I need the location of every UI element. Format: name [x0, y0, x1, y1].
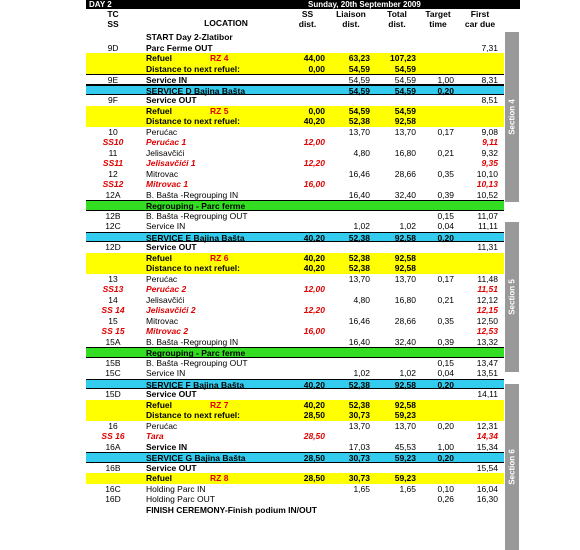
- row-total-dist: 54,59: [394, 75, 416, 85]
- row-liaison-dist: 54,59: [348, 85, 370, 96]
- table-row: [86, 200, 504, 211]
- header-location: LOCATION: [204, 18, 248, 28]
- section-6-bar: [505, 384, 519, 550]
- row-ss-dist: 40,20: [303, 263, 325, 273]
- row-target-time: 0,20: [437, 85, 454, 96]
- row-tc: SS10: [102, 137, 124, 147]
- row-total-dist: 92,58: [394, 263, 416, 273]
- table-row: [86, 431, 504, 442]
- table-row: [86, 116, 504, 127]
- table-row: [86, 452, 504, 463]
- header-first-line2: car due: [464, 18, 496, 29]
- row-tc: SS13: [102, 284, 124, 294]
- table-row: [86, 253, 504, 264]
- day-header-bar: [86, 0, 520, 9]
- row-location: START Day 2-Zlatibor: [146, 32, 233, 42]
- table-row: [86, 421, 504, 432]
- row-target-time: 0,17: [437, 126, 454, 137]
- row-ss-dist: 12,20: [303, 158, 325, 168]
- row-location: SERVICE G Bajina Bašta: [146, 453, 246, 463]
- header-liaison-dist: [332, 10, 370, 29]
- row-liaison-dist: 52,38: [348, 379, 370, 390]
- row-first-car-due: 9,08: [481, 126, 498, 137]
- row-total-dist: 16,80: [394, 147, 416, 158]
- row-target-time: 0,15: [437, 357, 454, 368]
- row-location: Service IN: [146, 368, 186, 378]
- table-row: [86, 379, 504, 390]
- table-row: [86, 400, 504, 411]
- row-location: Jelisavčići 2: [146, 305, 196, 315]
- row-tc: 15A: [105, 336, 121, 347]
- row-target-time: 0,20: [437, 453, 454, 463]
- row-first-car-due: 16,04: [476, 483, 498, 494]
- row-tc: 16: [108, 420, 118, 431]
- row-target-time: 0,04: [437, 221, 454, 231]
- row-target-time: 0,35: [437, 315, 454, 326]
- row-first-car-due: 12,15: [476, 305, 498, 315]
- row-tc: 9E: [107, 75, 119, 85]
- table-row: [86, 221, 504, 232]
- row-ss-dist: 12,00: [303, 284, 325, 294]
- row-location: Mitrovac 1: [146, 179, 189, 189]
- row-first-car-due: 14,34: [476, 431, 498, 441]
- row-first-car-due: 10,13: [476, 179, 498, 189]
- row-first-car-due: 12,12: [476, 294, 498, 305]
- row-tc: 9D: [107, 42, 119, 53]
- section-4-label: Section 4: [507, 99, 517, 135]
- table-row: [86, 305, 504, 316]
- header-ss-line1: SS: [301, 9, 314, 19]
- row-location: Service IN: [146, 75, 188, 85]
- row-liaison-dist: 54,59: [348, 105, 370, 116]
- row-liaison-dist: 1,65: [353, 483, 370, 494]
- row-liaison-dist: 1,02: [353, 221, 370, 231]
- row-location: B. Bašta -Regrouping OUT: [146, 357, 248, 368]
- row-first-car-due: 11,11: [477, 221, 498, 231]
- row-location: Service OUT: [146, 462, 197, 473]
- row-first-car-due: 14,11: [477, 389, 498, 399]
- row-total-dist: 45,53: [394, 441, 416, 452]
- row-tc: 12B: [105, 210, 121, 221]
- header-first-car: [458, 10, 502, 29]
- header-ss-dist: [290, 10, 325, 29]
- row-tc: 11: [108, 147, 118, 158]
- table-row: [86, 106, 504, 117]
- row-ss-dist: 40,20: [303, 232, 325, 243]
- table-row: [86, 53, 504, 64]
- row-location: Refuel: [146, 399, 172, 410]
- row-first-car-due: 11,48: [477, 273, 498, 284]
- row-total-dist: 92,58: [394, 379, 416, 390]
- row-tc: SS12: [102, 179, 124, 189]
- row-location: Perućac: [146, 273, 178, 284]
- table-row: [86, 169, 504, 180]
- row-location: Jelisavčići 1: [146, 158, 196, 168]
- table-row: [86, 494, 504, 505]
- header-liaison-line2: dist.: [342, 18, 360, 29]
- table-row: [86, 337, 504, 348]
- row-location: Parc Ferme OUT: [146, 42, 213, 53]
- row-target-time: 0,20: [437, 420, 454, 431]
- row-liaison-dist: 16,40: [348, 189, 370, 200]
- row-ss-dist: 16,00: [303, 179, 325, 189]
- row-liaison-dist: 1,02: [353, 368, 370, 378]
- table-row: [86, 74, 504, 85]
- row-liaison-dist: 4,80: [353, 294, 370, 305]
- table-row: [86, 43, 504, 54]
- row-location: FINISH CEREMONY-Finish podium IN/OUT: [146, 504, 317, 515]
- table-row: [86, 242, 504, 253]
- table-row: [86, 295, 504, 306]
- row-tc: 12C: [105, 221, 121, 231]
- row-target-time: 0,15: [437, 210, 454, 221]
- table-row: [86, 190, 504, 201]
- row-location: Distance to next refuel:: [146, 410, 240, 420]
- row-location: Refuel: [146, 473, 172, 483]
- row-tc: 15B: [105, 357, 121, 368]
- row-target-time: 0,26: [437, 494, 454, 504]
- row-liaison-dist: 30,73: [348, 453, 370, 463]
- row-liaison-dist: 54,59: [348, 75, 370, 85]
- row-first-car-due: 12,53: [476, 326, 498, 336]
- row-first-car-due: 13,47: [476, 357, 498, 368]
- itinerary-table: [86, 32, 504, 515]
- row-first-car-due: 7,31: [481, 42, 498, 53]
- row-total-dist: 59,23: [394, 473, 416, 483]
- row-target-time: 0,17: [437, 273, 454, 284]
- header-tc: [94, 10, 132, 29]
- row-liaison-dist: 52,38: [348, 252, 370, 263]
- row-liaison-dist: 63,23: [348, 53, 370, 63]
- row-tc: SS 14: [101, 305, 125, 315]
- row-first-car-due: 15,34: [476, 441, 498, 452]
- table-row: [86, 32, 504, 43]
- row-ss-dist: 0,00: [308, 63, 325, 74]
- table-row: [86, 316, 504, 327]
- row-liaison-dist: 16,46: [348, 168, 370, 179]
- row-first-car-due: 8,51: [481, 95, 498, 105]
- row-first-car-due: 9,32: [481, 147, 498, 158]
- table-row: [86, 358, 504, 369]
- row-liaison-dist: 13,70: [348, 273, 370, 284]
- row-total-dist: 59,23: [394, 453, 416, 463]
- row-tc: 16D: [105, 494, 121, 504]
- row-total-dist: 54,59: [394, 105, 416, 116]
- row-first-car-due: 10,52: [476, 189, 498, 200]
- row-ss-dist: 44,00: [303, 53, 325, 63]
- row-ss-dist: 12,00: [303, 137, 325, 147]
- row-total-dist: 59,23: [394, 410, 416, 420]
- row-tc: 9F: [108, 95, 118, 105]
- row-location: Regrouping - Parc ferme: [146, 201, 246, 211]
- table-row: [86, 137, 504, 148]
- row-location: Mitrovac: [146, 168, 179, 179]
- row-tc: 15C: [105, 368, 121, 378]
- row-location: Service IN: [146, 441, 188, 452]
- row-target-time: 1,00: [437, 441, 454, 452]
- row-location: Refuel: [146, 53, 172, 63]
- row-target-time: 0,04: [437, 368, 454, 378]
- row-total-dist: 92,58: [394, 116, 416, 126]
- table-row: [86, 284, 504, 295]
- table-row: [86, 274, 504, 285]
- row-location: Holding Parc IN: [146, 483, 206, 494]
- row-location: Regrouping - Parc ferme: [146, 348, 246, 358]
- row-total-dist: 107,23: [390, 53, 416, 63]
- row-ss-dist: 16,00: [303, 326, 325, 336]
- row-liaison-dist: 16,46: [348, 315, 370, 326]
- header-tc-line1: TC: [107, 9, 119, 19]
- day-label: DAY 2: [89, 0, 112, 9]
- row-first-car-due: 8,31: [481, 75, 498, 85]
- header-target-line1: Target: [425, 9, 451, 19]
- row-location: Distance to next refuel:: [146, 116, 240, 126]
- row-refuel-zone: RZ 5: [210, 105, 229, 116]
- row-location: Tara: [146, 431, 164, 441]
- row-first-car-due: 9,35: [481, 158, 498, 168]
- row-location: Service OUT: [146, 95, 197, 105]
- row-tc: 14: [108, 294, 118, 305]
- row-location: Jelisavčići: [146, 294, 185, 305]
- row-tc: 15D: [105, 389, 121, 399]
- row-refuel-zone: RZ 6: [210, 252, 229, 263]
- table-row: [86, 95, 504, 106]
- row-first-car-due: 10,10: [476, 168, 498, 179]
- date-label: Sunday, 20th September 2009: [308, 0, 421, 9]
- row-ss-dist: 28,50: [303, 410, 325, 420]
- row-location: Refuel: [146, 105, 172, 116]
- table-row: [86, 410, 504, 421]
- header-ss-line2: dist.: [298, 18, 317, 29]
- row-target-time: 0,20: [437, 379, 454, 390]
- table-row: [86, 263, 504, 274]
- row-location: SERVICE F Bajina Bašta: [146, 379, 245, 390]
- row-first-car-due: 11,31: [477, 242, 498, 252]
- row-ss-dist: 12,20: [303, 305, 325, 315]
- row-tc: SS 16: [101, 431, 125, 441]
- row-tc: 13: [108, 273, 118, 284]
- row-location: Service OUT: [146, 389, 197, 399]
- row-ss-dist: 40,20: [303, 252, 325, 263]
- row-ss-dist: 28,50: [303, 431, 325, 441]
- table-row: [86, 389, 504, 400]
- row-tc: 12D: [105, 242, 121, 252]
- row-total-dist: 16,80: [394, 294, 416, 305]
- row-first-car-due: 12,31: [476, 420, 498, 431]
- row-liaison-dist: 16,40: [348, 336, 370, 347]
- header-total-line2: dist.: [388, 18, 406, 29]
- row-target-time: 0,21: [437, 147, 454, 158]
- row-location: Service IN: [146, 221, 186, 231]
- table-row: [86, 442, 504, 453]
- header-target-time: [420, 10, 456, 29]
- table-row: [86, 64, 504, 75]
- row-liaison-dist: 13,70: [348, 126, 370, 137]
- row-refuel-zone: RZ 8: [210, 473, 229, 483]
- row-liaison-dist: 4,80: [353, 147, 370, 158]
- row-liaison-dist: 52,38: [348, 232, 370, 243]
- row-target-time: 0,35: [437, 168, 454, 179]
- section-5-label: Section 5: [507, 279, 517, 315]
- row-location: Perućac: [146, 420, 178, 431]
- row-total-dist: 1,65: [399, 483, 416, 494]
- row-liaison-dist: 54,59: [348, 63, 370, 74]
- row-tc: 16A: [105, 441, 121, 452]
- row-liaison-dist: 52,38: [348, 263, 370, 273]
- table-row: [86, 473, 504, 484]
- row-tc: 16B: [105, 462, 121, 473]
- row-total-dist: 1,02: [399, 221, 416, 231]
- row-location: Jelisavčići: [146, 147, 185, 158]
- row-first-car-due: 13,32: [476, 336, 498, 347]
- row-total-dist: 13,70: [394, 273, 416, 284]
- table-row: [86, 368, 504, 379]
- row-location: Perućac 1: [146, 137, 187, 147]
- header-liaison-line1: Liaison: [336, 9, 366, 19]
- row-target-time: 0,21: [437, 294, 454, 305]
- table-row: [86, 232, 504, 243]
- table-row: [86, 505, 504, 516]
- row-target-time: 0,20: [437, 232, 454, 243]
- row-total-dist: 13,70: [394, 126, 416, 137]
- row-total-dist: 54,59: [394, 85, 416, 96]
- row-liaison-dist: 52,38: [348, 116, 370, 126]
- row-tc: 12: [108, 168, 118, 179]
- row-liaison-dist: 13,70: [348, 420, 370, 431]
- row-first-car-due: 13,51: [476, 368, 498, 378]
- row-location: SERVICE E Bajina Bašta: [146, 232, 245, 243]
- section-5-bar: [505, 222, 519, 372]
- row-tc: 12A: [105, 189, 121, 200]
- table-row: [86, 179, 504, 190]
- row-refuel-zone: RZ 7: [210, 399, 229, 410]
- table-row: [86, 326, 504, 337]
- row-location: Distance to next refuel:: [146, 63, 240, 74]
- row-ss-dist: 40,20: [303, 379, 325, 390]
- row-location: Refuel: [146, 252, 172, 263]
- row-total-dist: 92,58: [394, 252, 416, 263]
- row-liaison-dist: 17,03: [348, 441, 370, 452]
- row-target-time: 0,39: [437, 189, 454, 200]
- row-total-dist: 32,40: [394, 336, 416, 347]
- table-row: [86, 148, 504, 159]
- table-row: [86, 347, 504, 358]
- row-location: Mitrovac: [146, 315, 179, 326]
- row-location: Holding Parc OUT: [146, 494, 215, 504]
- row-tc: SS11: [102, 158, 124, 168]
- row-ss-dist: 28,50: [303, 453, 325, 463]
- row-first-car-due: 11,07: [477, 210, 498, 221]
- table-row: [86, 127, 504, 138]
- row-tc: 16C: [105, 483, 121, 494]
- row-total-dist: 54,59: [394, 63, 416, 74]
- table-row: [86, 484, 504, 495]
- row-tc: 10: [108, 126, 118, 137]
- row-total-dist: 28,66: [394, 315, 416, 326]
- table-row: [86, 463, 504, 474]
- row-first-car-due: 12,50: [476, 315, 498, 326]
- row-total-dist: 32,40: [394, 189, 416, 200]
- row-location: Perućac 2: [146, 284, 187, 294]
- header-tc-line2: SS: [107, 18, 119, 29]
- row-ss-dist: 28,50: [303, 473, 325, 483]
- row-liaison-dist: 30,73: [348, 473, 370, 483]
- row-first-car-due: 9,11: [482, 137, 498, 147]
- header-total-line1: Total: [387, 9, 407, 19]
- row-location: B. Bašta -Regrouping IN: [146, 336, 239, 347]
- section-4-bar: [505, 32, 519, 202]
- row-first-car-due: 15,54: [476, 462, 498, 473]
- row-total-dist: 92,58: [394, 399, 416, 410]
- row-tc: 15: [108, 315, 118, 326]
- row-total-dist: 92,58: [394, 232, 416, 243]
- header-first-line1: First: [470, 9, 490, 19]
- row-location: Service OUT: [146, 242, 197, 252]
- row-first-car-due: 11,51: [477, 284, 498, 294]
- row-total-dist: 1,02: [399, 368, 416, 378]
- row-total-dist: 13,70: [394, 420, 416, 431]
- row-location: Perućac: [146, 126, 178, 137]
- row-ss-dist: 40,20: [303, 399, 325, 410]
- row-tc: SS 15: [101, 326, 125, 336]
- header-total-dist: [378, 10, 416, 29]
- row-refuel-zone: RZ 4: [210, 53, 229, 63]
- table-row: [86, 85, 504, 96]
- table-row: [86, 211, 504, 222]
- row-location: B. Bašta -Regrouping IN: [146, 189, 239, 200]
- row-location: B. Bašta -Regrouping OUT: [146, 210, 248, 221]
- table-row: [86, 158, 504, 169]
- row-ss-dist: 0,00: [308, 105, 325, 116]
- row-target-time: 0,39: [437, 336, 454, 347]
- row-location: SERVICE D Bajina Bašta: [146, 85, 246, 96]
- row-location: Distance to next refuel:: [146, 263, 240, 273]
- row-total-dist: 28,66: [394, 168, 416, 179]
- row-target-time: 1,00: [437, 75, 454, 85]
- row-location: Mitrovac 2: [146, 326, 189, 336]
- row-liaison-dist: 52,38: [348, 399, 370, 410]
- row-target-time: 0,10: [437, 483, 454, 494]
- row-liaison-dist: 30,73: [348, 410, 370, 420]
- row-ss-dist: 40,20: [303, 116, 325, 126]
- header-target-line2: time: [429, 18, 447, 29]
- section-6-label: Section 6: [507, 449, 517, 485]
- row-first-car-due: 16,30: [476, 494, 498, 504]
- itinerary-sheet: [86, 0, 520, 550]
- column-header: [86, 9, 504, 31]
